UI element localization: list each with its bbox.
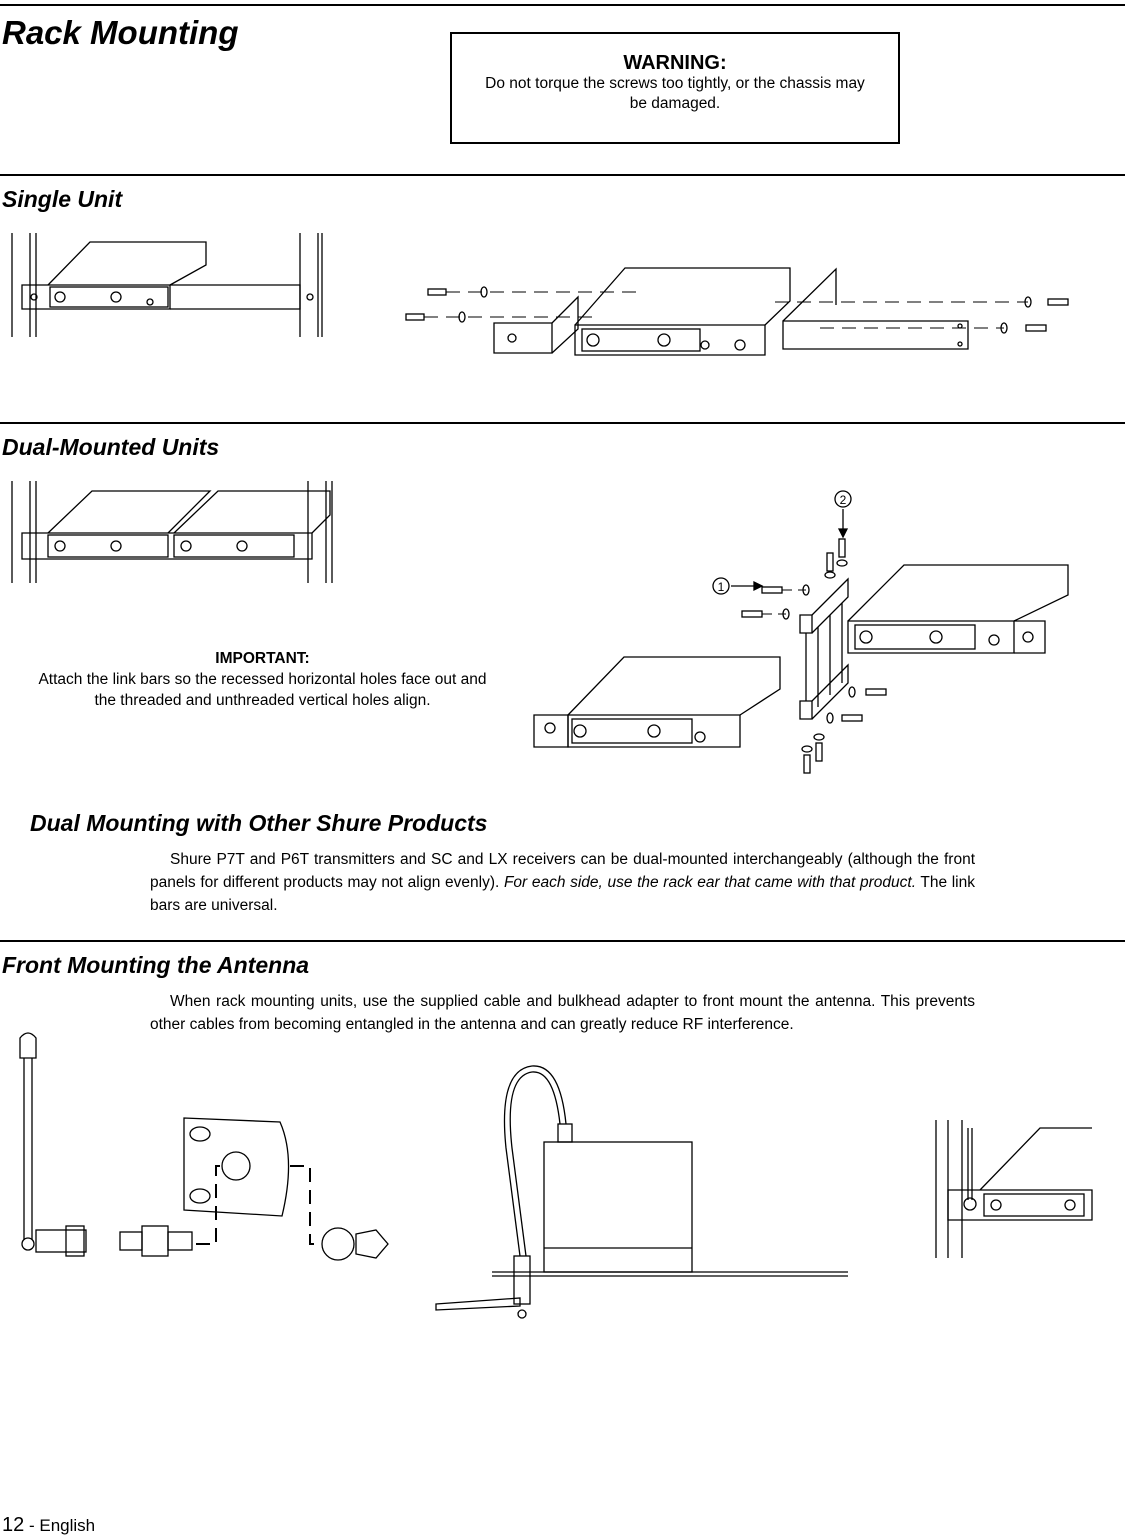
important-title: IMPORTANT: <box>215 650 310 667</box>
antenna-paragraph: When rack mounting units, use the supplied cable and bulkhead adapter to front mount the antenna. This prevents other cables from becoming entangled in the antenna and can greatly reduce RF interference. <box>150 993 975 1033</box>
warning-body: Do not torque the screws too tightly, or the chassis may be damaged. <box>485 75 865 112</box>
antenna-illustration <box>0 1028 1125 1328</box>
dual-mounted-illustration <box>0 475 1125 795</box>
important-note <box>30 648 495 711</box>
warning-box <box>450 32 900 144</box>
page-title: Rack Mounting <box>2 14 239 51</box>
page-footer <box>2 1514 95 1537</box>
dual-other-text-start: Shure P7T and P6T transmitters and SC and LX receivers can be dual-mounted interchangeably (although the front panels for different products may not align evenly). <box>150 851 975 891</box>
dual-other-paragraph <box>150 848 975 917</box>
heading-dual-mounted-units: Dual-Mounted Units <box>2 434 220 460</box>
heading-dual-other-products: Dual Mounting with Other Shure Products <box>30 810 488 836</box>
important-body: Attach the link bars so the recessed horizontal holes face out and the threaded and unthreaded vertical holes align. <box>38 671 487 709</box>
dual-other-text-italic: For each side, use the rack ear that came with that product. <box>503 874 917 891</box>
heading-single-unit: Single Unit <box>2 186 123 212</box>
warning-title: WARNING: <box>623 52 727 74</box>
callout-1: 1 <box>717 580 725 594</box>
top-rule <box>0 4 1125 6</box>
section-rule-dual <box>0 422 1125 424</box>
callout-2: 2 <box>839 493 847 507</box>
page-number: 12 <box>2 1514 25 1536</box>
single-unit-illustration <box>0 225 1125 375</box>
section-rule-antenna <box>0 940 1125 942</box>
section-rule-single <box>0 174 1125 176</box>
footer-language: - English <box>24 1516 96 1535</box>
heading-front-mounting-antenna: Front Mounting the Antenna <box>2 952 310 978</box>
dual-other-text-end: The link bars are universal. <box>150 874 975 914</box>
